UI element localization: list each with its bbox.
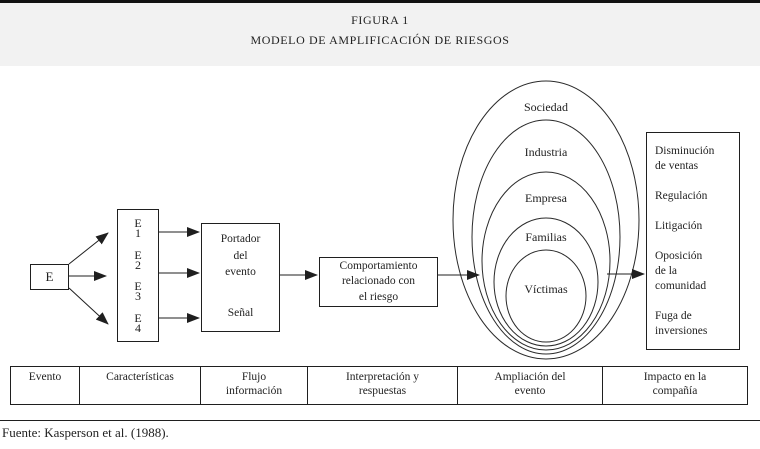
carrier-line-3: evento [225, 266, 256, 278]
ring-label-familias: Familias [525, 230, 567, 244]
carrier-box [201, 223, 280, 332]
impact-community-line-1: Oposición [655, 250, 703, 262]
characteristic-e3 [134, 279, 142, 304]
stage-flujo-line-1: Flujo [241, 371, 267, 383]
e1-index: 1 [135, 225, 141, 240]
event-label: E [45, 269, 54, 284]
event-box [30, 264, 69, 290]
impact-investment-line-1: Fuga de [655, 310, 692, 322]
stage-flujo-line-2: información [225, 385, 283, 397]
stage-evento [11, 367, 79, 404]
impact-box [646, 132, 740, 350]
impact-community-line-2: de la [655, 265, 678, 277]
characteristic-e4 [134, 311, 142, 336]
stage-caracteristicas [79, 367, 200, 404]
footer-rule [0, 420, 760, 421]
impact-item-investment [655, 309, 735, 339]
source-note: Fuente: Kasperson et al. (1988). [2, 425, 169, 440]
stage-interpretacion-line-1: Interpretación y [345, 371, 420, 383]
ring-label-empresa: Empresa [525, 191, 567, 205]
figure-header [0, 3, 760, 66]
stage-ampliacion-line-2: evento [514, 385, 546, 397]
arrow-event-to-e3 [69, 288, 108, 324]
stage-flujo-informacion [200, 367, 307, 404]
impact-item-regulation [655, 189, 735, 204]
characteristic-e2 [134, 247, 142, 272]
impact-community-line-3: comunidad [655, 280, 707, 292]
e2-letter: E [134, 247, 142, 262]
e3-letter: E [134, 279, 142, 294]
impact-investment-line-2: inversiones [655, 325, 708, 337]
signal-label: Señal [227, 306, 254, 319]
arrow-event-to-e1 [69, 233, 108, 264]
e2-index: 2 [135, 257, 141, 272]
stage-impacto [602, 367, 747, 404]
behavior-line-1: Comportamiento [339, 259, 418, 272]
stage-ampliacion [457, 367, 602, 404]
stage-caracteristicas-line: Características [106, 371, 174, 383]
stage-ampliacion-line-1: Ampliación del [494, 371, 566, 383]
carrier-lines [204, 231, 277, 281]
ring-sociedad [453, 81, 639, 359]
impact-litigation-line: Litigación [655, 220, 703, 232]
ring-label-victimas: Víctimas [524, 282, 568, 296]
stage-impacto-line-2: compañía [652, 385, 698, 397]
impact-sales-line-2: de ventas [655, 160, 699, 172]
e4-index: 4 [135, 321, 141, 336]
figure-label: FIGURA 1 [351, 13, 409, 27]
ring-label-sociedad: Sociedad [524, 100, 568, 114]
figure-title: MODELO DE AMPLIFICACIÓN DE RIESGOS [250, 33, 510, 47]
ring-label-industria: Industria [524, 145, 568, 159]
e3-index: 3 [135, 289, 141, 304]
stage-impacto-line-1: Impacto en la [643, 371, 707, 383]
stage-evento-line: Evento [28, 371, 62, 383]
e1-letter: E [134, 215, 142, 230]
impact-item-community [655, 249, 735, 294]
impact-regulation-line: Regulación [655, 190, 708, 202]
e4-letter: E [134, 311, 142, 326]
carrier-line-1: Portador [220, 233, 261, 245]
behavior-box [319, 257, 438, 307]
behavior-line-3: el riesgo [358, 290, 399, 303]
stage-interpretacion [307, 367, 457, 404]
impact-sales-line-1: Disminución [655, 145, 715, 157]
stage-interpretacion-line-2: respuestas [358, 385, 407, 397]
characteristic-e1 [134, 215, 142, 240]
characteristics-box [117, 209, 159, 342]
behavior-line-2: relacionado con [341, 275, 416, 288]
carrier-line-2: del [233, 249, 248, 262]
impact-item-sales [655, 144, 735, 174]
stage-table [10, 366, 748, 405]
amplification-rings [453, 81, 639, 359]
impact-item-litigation [655, 219, 735, 234]
